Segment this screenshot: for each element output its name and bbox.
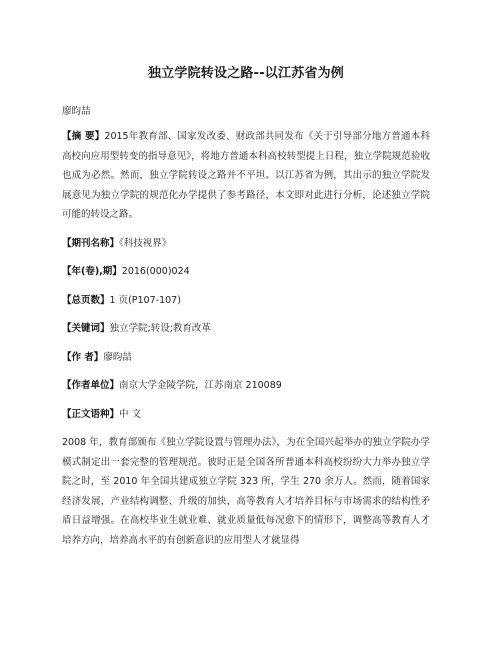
author-field-label: 【作 者】: [62, 351, 104, 363]
keywords-value: 独立学院;转设;教育改革: [109, 323, 211, 334]
pages-value: 1 页(P107-107): [109, 294, 181, 306]
affiliation-label: 【作者单位】: [62, 380, 120, 391]
keywords-field: [62, 319, 430, 339]
language-label: 【正文语种】: [62, 408, 120, 420]
language-value: 中 文: [119, 408, 142, 420]
year-issue-field: [62, 262, 430, 282]
language-field: [62, 405, 430, 425]
year-issue-label: 【年(卷),期】: [62, 266, 122, 277]
journal-value: 《科技视界》: [119, 237, 172, 249]
journal-label: 【期刊名称】: [62, 237, 120, 249]
keywords-label: 【关键词】: [62, 323, 110, 334]
abstract-label: 【摘 要】: [62, 131, 105, 142]
document-title: 独立学院转设之路--以江苏省为例: [148, 66, 344, 81]
pages-field: [62, 291, 430, 311]
pages-label: 【总页数】: [62, 294, 110, 306]
affiliation-field: [62, 376, 430, 396]
year-issue-value: 2016(000)024: [121, 266, 190, 277]
abstract-text: 2015年教育部、国家发改委、财政部共同发布《关于引导部分地方普通本科高校向应用型转变的指导意见》，将地方普通本科高校转型提上日程，独立学院规范验收也成为必然。然而，独立学院转设之路并不平坦。以江苏省为例，其出示的独立学院发展意见为独立学院的规范化办学提供了参考路径，本文即对此进行分析，论述独立学院可能的转设之路。: [62, 131, 430, 220]
journal-field: [62, 234, 430, 254]
abstract-field: [62, 127, 430, 225]
body-paragraph: 2008 年，教育部颁布《独立学院设置与管理办法》，为在全国兴起举办的独立学院办学模式制定出一套完整的管理规范。彼时正是全国各所普通本科高校纷纷大力举办独立学院之时，至 2010 年全国共建成独立学院 323 所，学生 270 余万人。然而，随着国家经济发展，产业结构调整、升级的加快，高等教育人才培养目标与市场需求的结构性矛盾日益增强。在高校毕业生就业难、就业质量低每况愈下的情形下，调整高等教育人才培养方向，培养高水平的有创新意识的应用型人才就显得: [62, 437, 430, 546]
document-author: 廖昀喆: [62, 106, 91, 117]
author-field: [62, 348, 430, 368]
author-field-value: 廖昀喆: [103, 351, 132, 363]
affiliation-value: 南京大学金陵学院，江苏南京 210089: [119, 380, 282, 391]
